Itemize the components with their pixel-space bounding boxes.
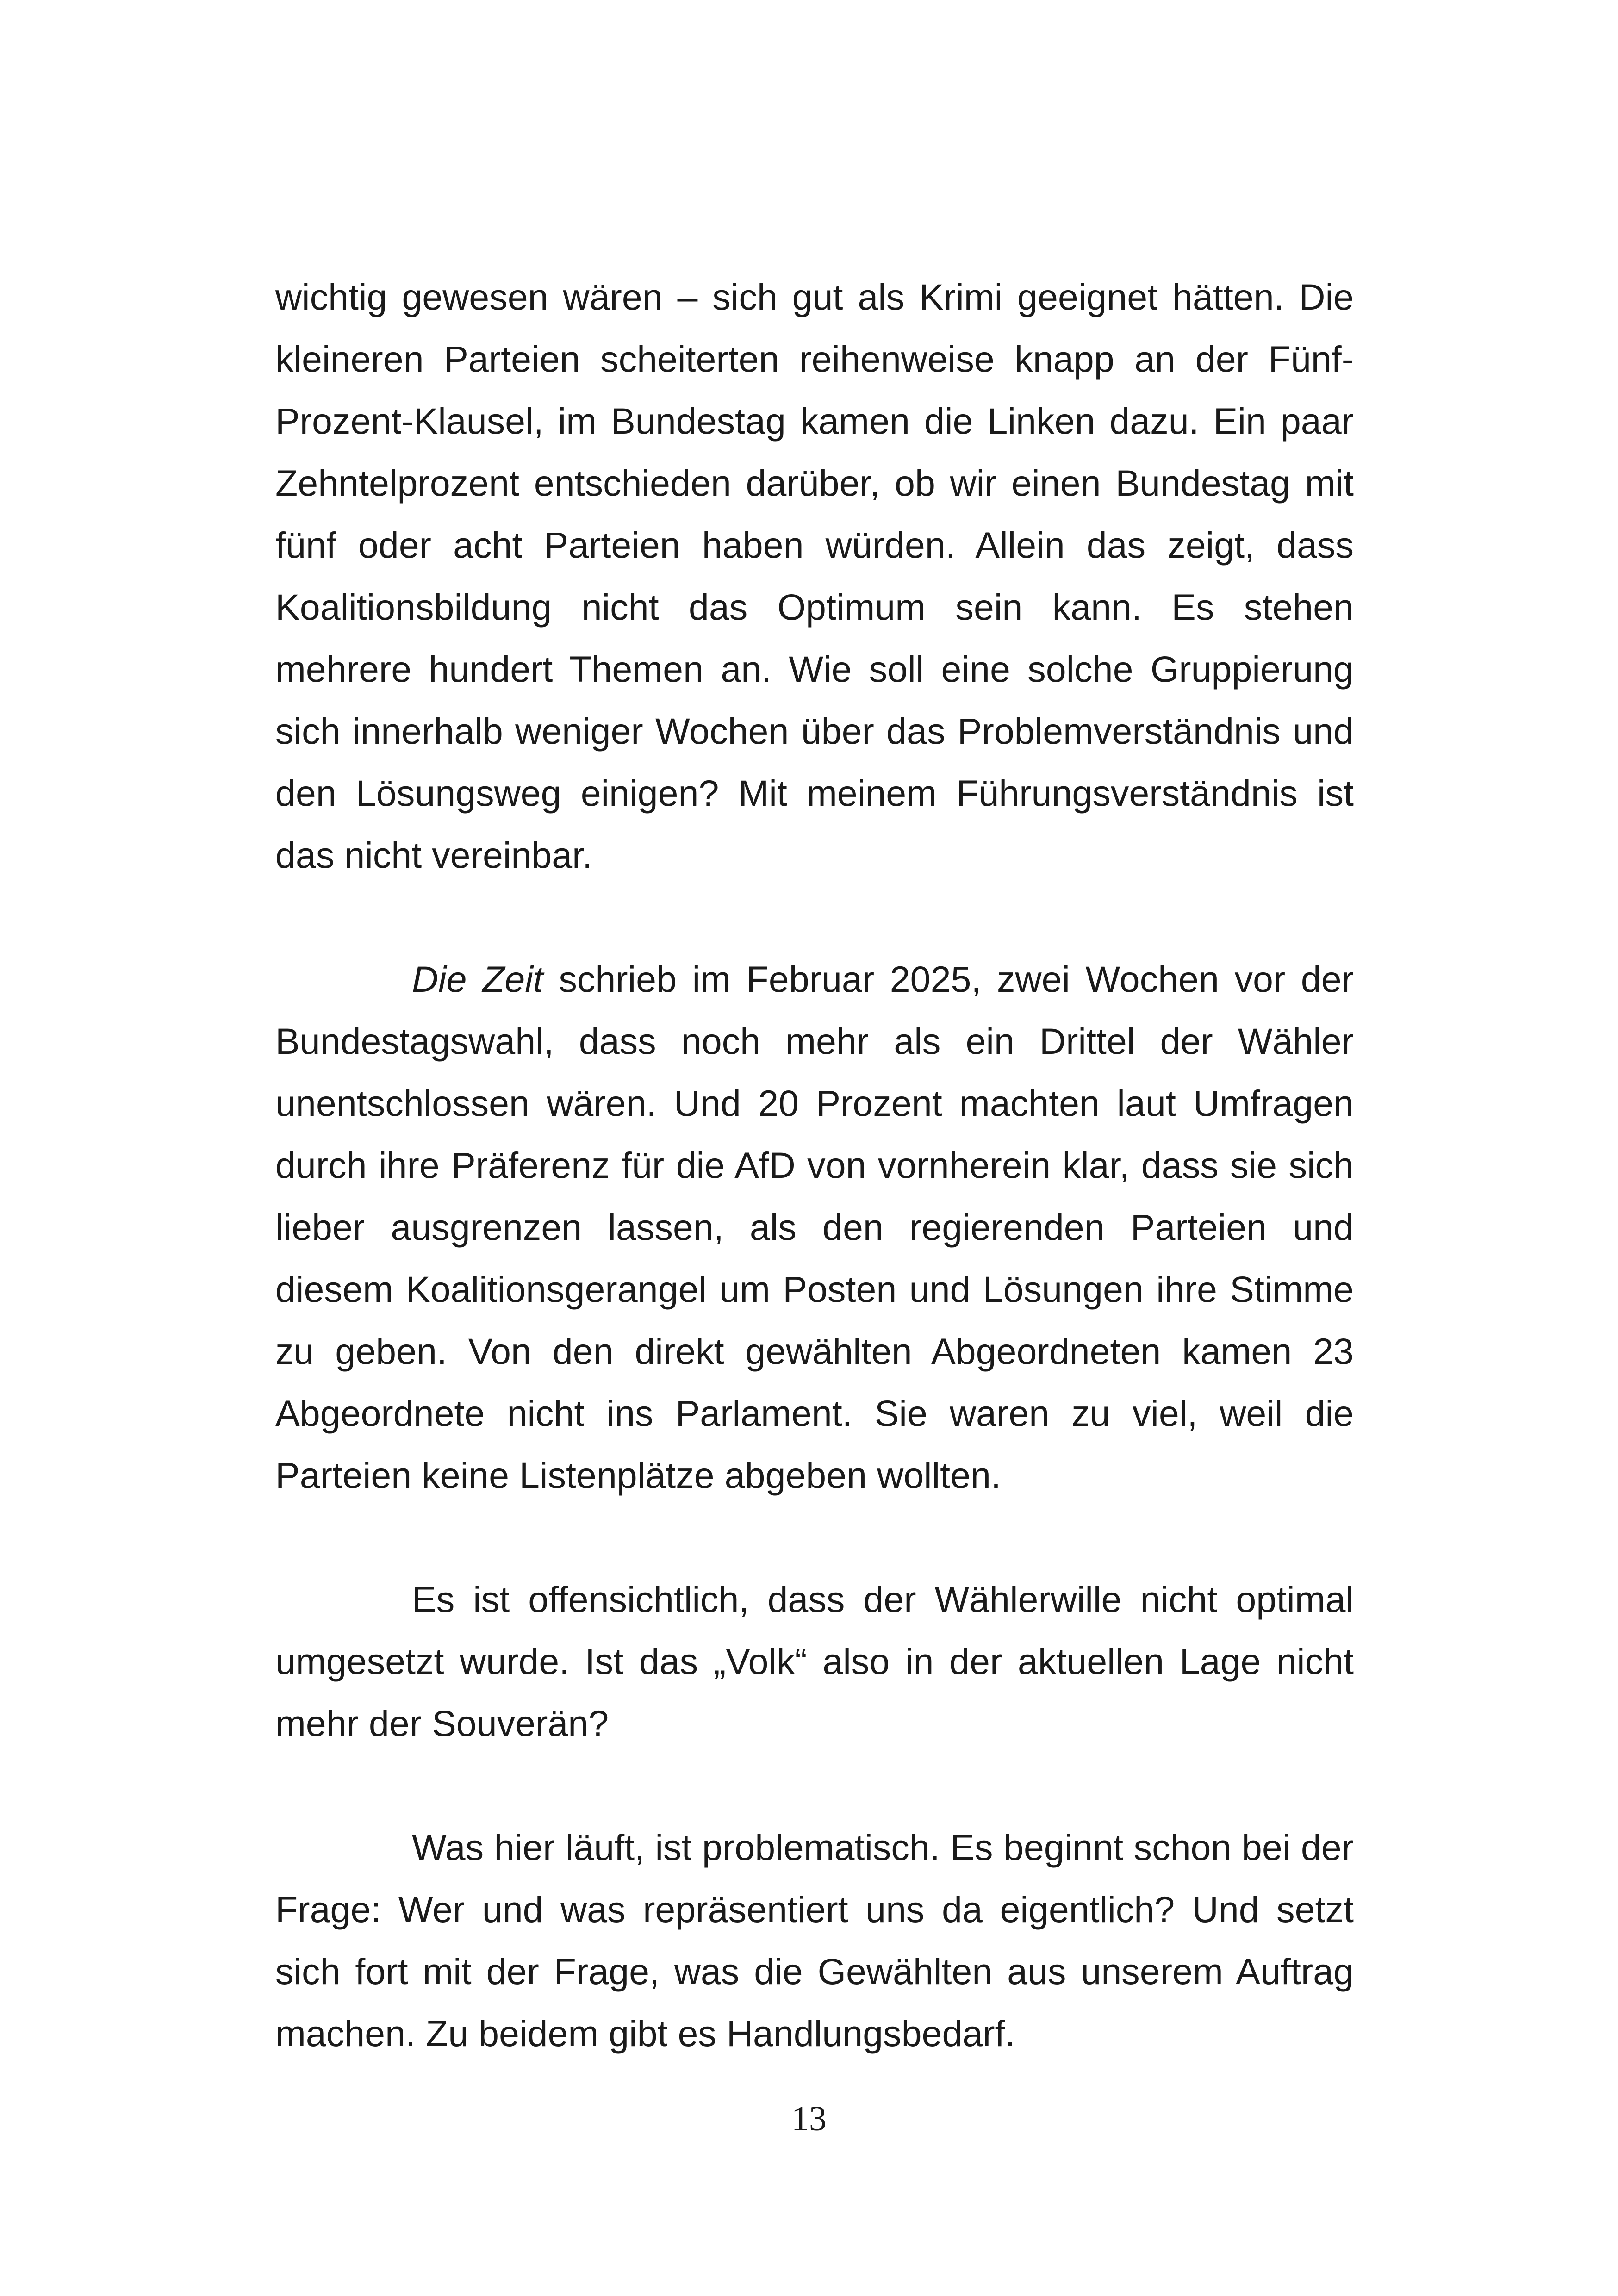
publication-title: Die Zeit [412,958,543,1000]
paragraph-2-text: schrieb im Februar 2025, zwei Wochen vor der Bundestagswahl, dass noch mehr als ein Drittel der Wähler unentschlossen wären. Und 20 Prozent machten laut Umfragen durch ihre Präferenz für die AfD von vornherein klar, dass sie sich lieber ausgrenzen lassen, als den regierenden Parteien und diesem Koalitionsgerangel um Posten und Lösungen ihre Stimme zu geben. Von den direkt gewählten Abgeordneten kamen 23 Abgeordnete nicht ins Parlament. Sie waren zu viel, weil die Parteien keine Listenplätze abgeben wollten. [275,958,1354,1496]
paragraph-4: Was hier läuft, ist problematisch. Es beginnt schon bei der Frage: Wer und was repräsentiert uns da eigentlich? Und setzt sich fort mit der Frage, was die Gewählten aus unserem Auftrag machen. Zu beidem gibt es Handlungsbedarf. [275,1827,1354,2054]
paragraph-2 [275,948,1354,1506]
body-text [275,266,1354,2065]
page-number: 13 [791,2099,827,2138]
paragraph-3: Es ist offensichtlich, dass der Wählerwille nicht optimal umgesetzt wurde. Ist das „Volk“ also in der aktuellen Lage nicht mehr der Souverän? [275,1579,1354,1744]
paragraph-1: wichtig gewesen wären – sich gut als Krimi geeignet hätten. Die kleineren Parteien scheiterten reihenweise knapp an der Fünf-Prozent-Klausel, im Bundestag kamen die Linken dazu. Ein paar Zehntelprozent entschieden darüber, ob wir einen Bundestag mit fünf oder acht Parteien haben würden. Allein das zeigt, dass Koalitionsbildung nicht das Optimum sein kann. Es stehen mehrere hundert Themen an. Wie soll eine solche Gruppierung sich innerhalb weniger Wochen über das Problemverständnis und den Lösungsweg einigen? Mit meinem Führungsverständnis ist das nicht vereinbar. [275,276,1354,876]
